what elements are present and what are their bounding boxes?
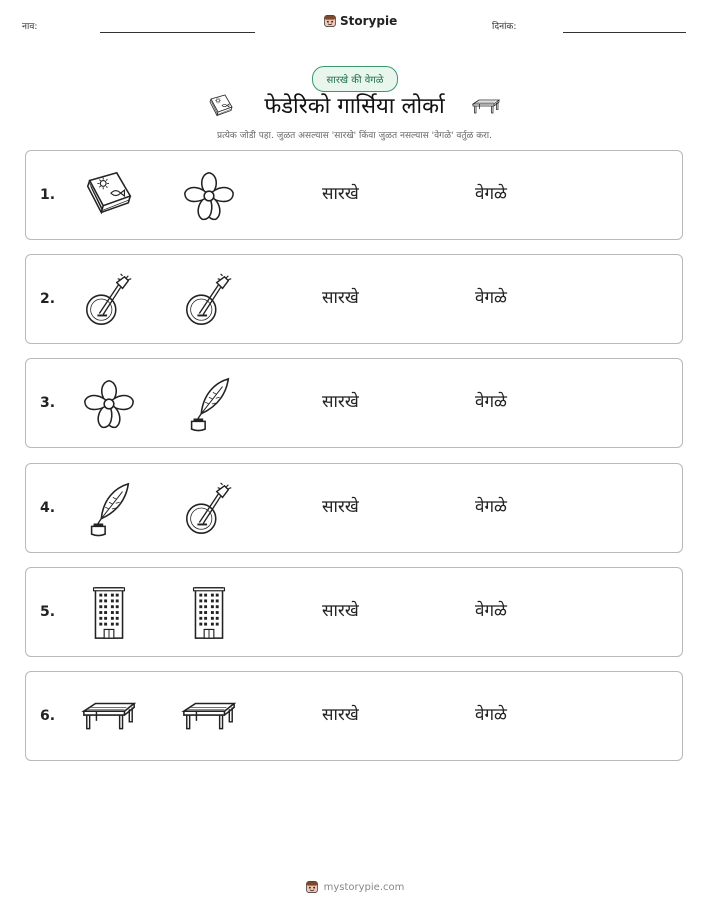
- question-number: 6.: [40, 708, 56, 724]
- name-line[interactable]: [100, 32, 255, 33]
- flower-icon: [80, 375, 138, 433]
- option-different[interactable]: वेगळे: [475, 392, 507, 412]
- option-different[interactable]: वेगळे: [475, 705, 507, 725]
- building-icon: [80, 584, 138, 642]
- guitar-icon: [180, 480, 238, 538]
- table-icon: [470, 92, 502, 122]
- brand-logo: [323, 14, 397, 28]
- option-different[interactable]: वेगळे: [475, 288, 507, 308]
- option-same[interactable]: सारखे: [322, 705, 359, 725]
- question-card: [25, 150, 683, 240]
- question-number: 5.: [40, 604, 56, 620]
- storypie-avatar-icon: [305, 880, 319, 894]
- table-icon: [80, 688, 138, 746]
- option-same[interactable]: सारखे: [322, 601, 359, 621]
- brand-name: Storypie: [340, 14, 398, 28]
- option-different[interactable]: वेगळे: [475, 184, 507, 204]
- option-same[interactable]: सारखे: [322, 392, 359, 412]
- option-different[interactable]: वेगळे: [475, 601, 507, 621]
- question-card: [25, 567, 683, 657]
- title-row: [0, 90, 709, 120]
- question-card: [25, 463, 683, 553]
- question-number: 2.: [40, 291, 56, 307]
- option-same[interactable]: सारखे: [322, 497, 359, 517]
- quill-inkwell-icon: [180, 375, 238, 433]
- instructions: प्रत्येक जोडी पहा. जुळत असल्यास 'सारखे' किंवा जुळत नसल्यास 'वेगळे' वर्तुळ करा.: [216, 131, 492, 141]
- name-label: नाव:: [22, 22, 38, 32]
- footer: [0, 880, 709, 894]
- question-card: [25, 358, 683, 448]
- question-number: 4.: [40, 500, 56, 516]
- quill-inkwell-icon: [80, 480, 138, 538]
- book-icon: [80, 167, 138, 225]
- category-badge: सारखे की वेगळे: [312, 66, 398, 92]
- building-icon: [180, 584, 238, 642]
- question-card: [25, 671, 683, 761]
- question-card: [25, 254, 683, 344]
- footer-site: mystorypie.com: [323, 881, 405, 893]
- flower-icon: [180, 167, 238, 225]
- storypie-avatar-icon: [323, 14, 337, 28]
- question-number: 3.: [40, 395, 56, 411]
- table-icon: [180, 688, 238, 746]
- date-label: दिनांक:: [492, 22, 517, 32]
- date-line[interactable]: [563, 32, 686, 33]
- question-number: 1.: [40, 187, 56, 203]
- option-same[interactable]: सारखे: [322, 288, 359, 308]
- option-different[interactable]: वेगळे: [475, 497, 507, 517]
- guitar-icon: [180, 271, 238, 329]
- guitar-icon: [80, 271, 138, 329]
- option-same[interactable]: सारखे: [322, 184, 359, 204]
- page-title: फेडेरिको गार्सिया लोर्का: [264, 94, 445, 119]
